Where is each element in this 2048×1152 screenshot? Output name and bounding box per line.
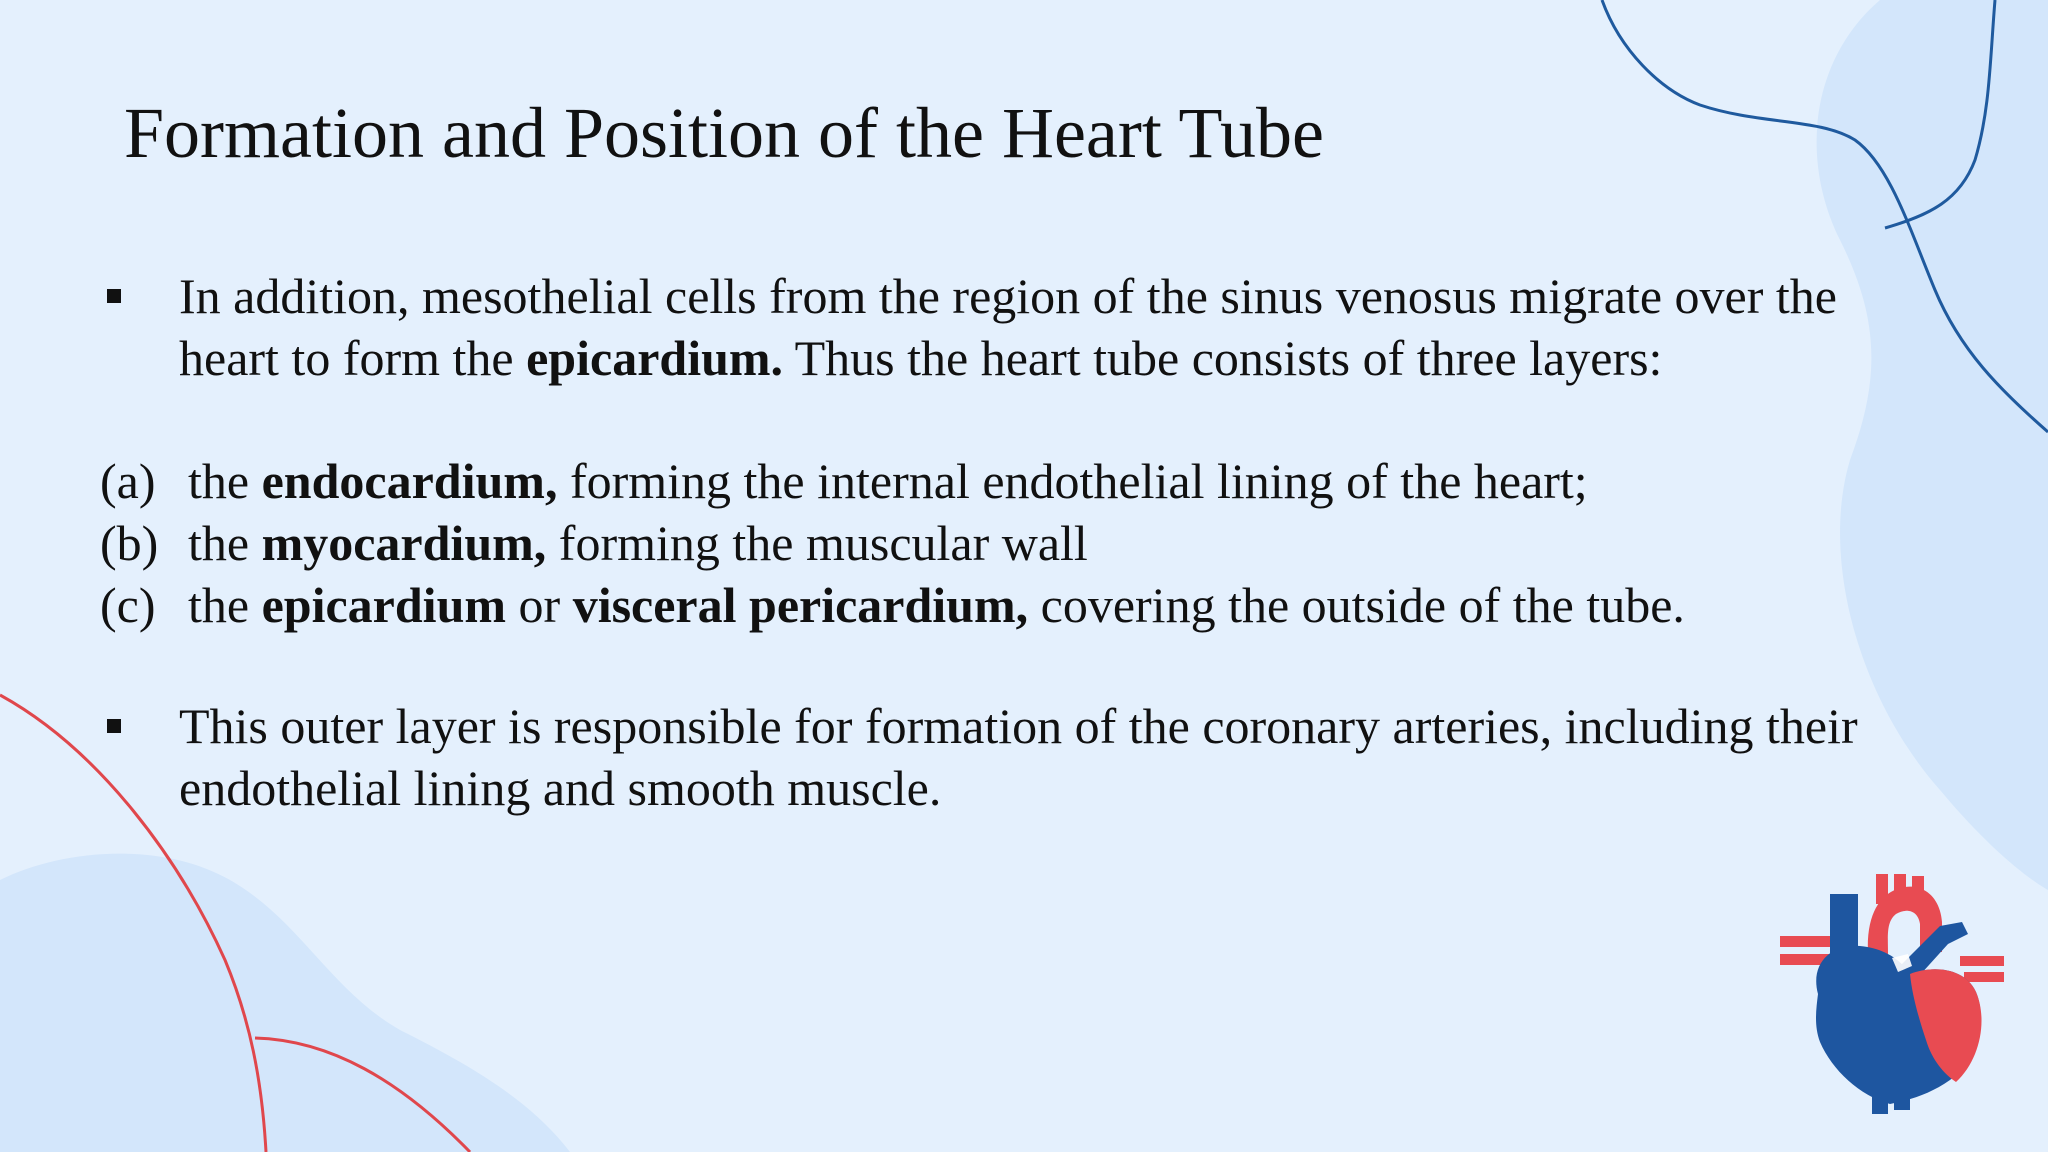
intro-line-2: [179, 327, 1949, 389]
closing-line-2: endothelial lining and smooth muscle.: [179, 760, 942, 816]
layer-connector-c: or: [506, 577, 573, 633]
closing-line-1: This outer layer is responsible for formation of the coronary arteries, including their: [179, 698, 1858, 754]
layer-marker-c: (c): [100, 577, 156, 633]
layer-prefix-c: the: [188, 577, 262, 633]
intro-bullet-text: [179, 265, 1949, 389]
layer-item-a: [100, 450, 1588, 512]
layer-item-c: [100, 574, 1685, 636]
layer-description-a: forming the internal endothelial lining of the heart;: [557, 453, 1588, 509]
square-bullet-icon: [107, 719, 121, 733]
intro-line-1: In addition, mesothelial cells from the region of the sinus venosus migrate over the: [179, 268, 1837, 324]
layer-description-b: forming the muscular wall: [546, 515, 1088, 571]
layer-item-b: [100, 512, 1088, 574]
layer-term-visceral-pericardium: visceral pericardium,: [572, 577, 1029, 633]
layer-term-endocardium: endocardium,: [261, 453, 558, 509]
layer-term-epicardium: epicardium: [261, 577, 507, 633]
layer-prefix-b: the: [188, 515, 262, 571]
square-bullet-icon: [107, 289, 121, 303]
intro-line-2-start: heart to form the: [179, 330, 527, 386]
intro-line-2-end: Thus the heart tube consists of three layers:: [783, 330, 1663, 386]
layer-marker-b: (b): [100, 515, 159, 571]
closing-bullet-text: [179, 695, 1949, 819]
layer-marker-a: (a): [100, 453, 156, 509]
layer-prefix-a: the: [188, 453, 262, 509]
layer-term-myocardium: myocardium,: [261, 515, 547, 571]
anatomical-heart-icon: [1780, 874, 2004, 1114]
bottom-left-blob: [0, 854, 570, 1152]
layer-description-c: covering the outside of the tube.: [1028, 577, 1685, 633]
intro-term-epicardium: epicardium.: [526, 330, 784, 386]
slide-title: Formation and Position of the Heart Tube: [124, 93, 1324, 173]
